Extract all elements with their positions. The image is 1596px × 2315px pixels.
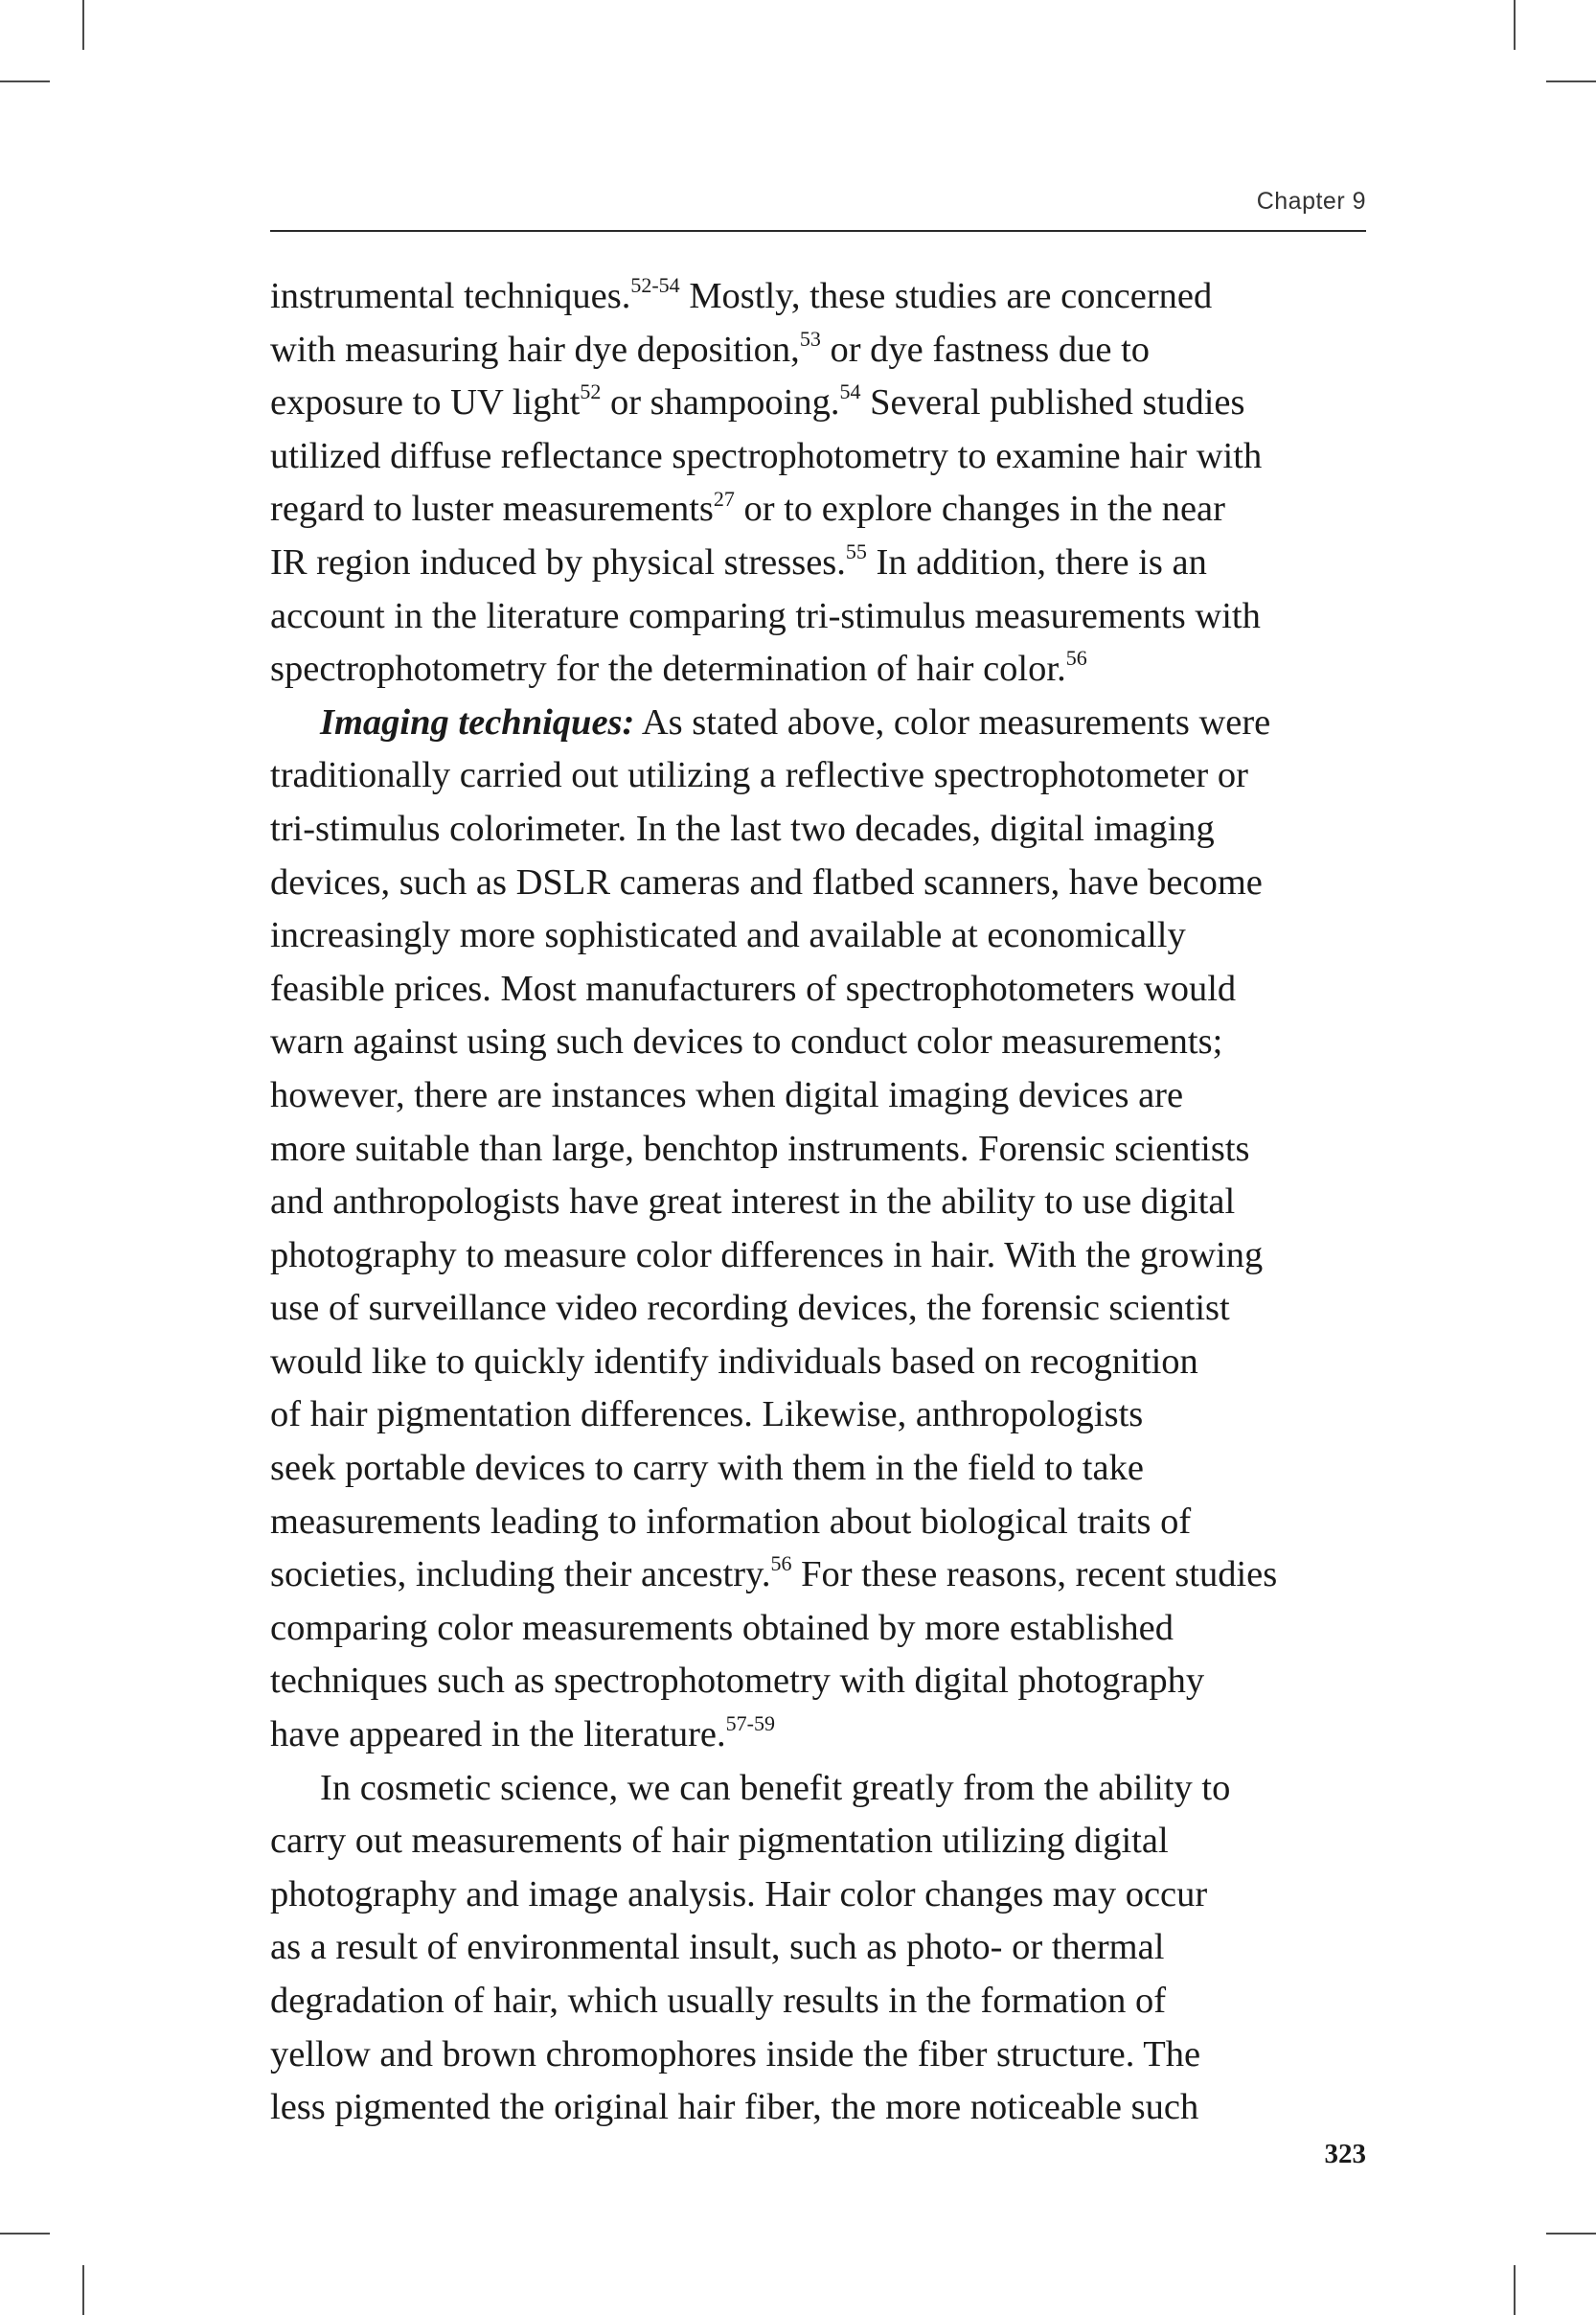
text-line bbox=[270, 1016, 1372, 1069]
text-segment: carry out measurements of hair pigmentation utilizing digital bbox=[270, 1821, 1169, 1862]
text-segment: photography to measure color differences in hair. With the growing bbox=[270, 1234, 1264, 1275]
crop-mark bbox=[1546, 2233, 1596, 2235]
text-segment: For these reasons, recent studies bbox=[791, 1554, 1278, 1595]
running-head bbox=[270, 188, 1366, 232]
text-line bbox=[270, 1229, 1372, 1283]
text-line bbox=[270, 697, 1372, 750]
text-line bbox=[270, 749, 1372, 803]
reference-superscript: 52-54 bbox=[630, 273, 680, 298]
text-segment: more suitable than large, benchtop instruments. Forensic scientists bbox=[270, 1128, 1250, 1169]
text-line bbox=[270, 590, 1372, 644]
text-line bbox=[270, 324, 1372, 378]
text-segment: and anthropologists have great interest in the ability to use digital bbox=[270, 1181, 1236, 1223]
text-line bbox=[270, 2081, 1372, 2135]
crop-mark bbox=[1514, 0, 1516, 50]
crop-mark bbox=[82, 2265, 84, 2315]
text-segment: account in the literature comparing tri-stimulus measurements with bbox=[270, 595, 1261, 636]
text-segment: as a result of environmental insult, such as photo- or thermal bbox=[270, 1927, 1165, 1968]
text-segment: traditionally carried out utilizing a reflective spectrophotometer or bbox=[270, 755, 1248, 796]
reference-superscript: 56 bbox=[1065, 646, 1087, 671]
text-segment: In cosmetic science, we can benefit greatly from the ability to bbox=[320, 1767, 1231, 1808]
text-segment: or shampooing. bbox=[601, 382, 840, 424]
text-line bbox=[270, 483, 1372, 537]
text-line bbox=[270, 1496, 1372, 1549]
text-segment: of hair pigmentation differences. Likewise, anthropologists bbox=[270, 1394, 1144, 1435]
crop-mark bbox=[0, 2233, 50, 2235]
text-segment: instrumental techniques. bbox=[270, 276, 631, 316]
text-segment: however, there are instances when digital imaging devices are bbox=[270, 1074, 1184, 1115]
text-line bbox=[270, 1123, 1372, 1177]
text-segment: increasingly more sophisticated and available at economically bbox=[270, 915, 1186, 956]
text-line bbox=[270, 1069, 1372, 1123]
text-segment: IR region induced by physical stresses. bbox=[270, 541, 846, 583]
text-line bbox=[270, 430, 1372, 484]
reference-superscript: 27 bbox=[713, 486, 735, 511]
text-segment: In addition, there is an bbox=[866, 541, 1207, 583]
body-text bbox=[270, 270, 1372, 2135]
text-line bbox=[270, 1762, 1372, 1816]
text-line bbox=[270, 1868, 1372, 1922]
crop-mark bbox=[0, 80, 50, 82]
text-line bbox=[270, 643, 1372, 697]
text-line bbox=[270, 377, 1372, 430]
text-segment: yellow and brown chromophores inside the fiber structure. The bbox=[270, 2033, 1201, 2074]
reference-superscript: 55 bbox=[845, 539, 867, 564]
reference-superscript: 53 bbox=[799, 326, 821, 351]
text-segment: Mostly, these studies are concerned bbox=[679, 276, 1213, 316]
text-segment: photography and image analysis. Hair color changes may occur bbox=[270, 1873, 1208, 1914]
text-segment: spectrophotometry for the determination of hair color. bbox=[270, 649, 1066, 690]
text-line bbox=[270, 963, 1372, 1017]
crop-mark bbox=[1546, 80, 1596, 82]
reference-superscript: 56 bbox=[770, 1551, 792, 1576]
text-line bbox=[270, 537, 1372, 590]
text-segment: Several published studies bbox=[860, 382, 1245, 424]
text-segment: regard to luster measurements bbox=[270, 489, 714, 530]
reference-superscript: 52 bbox=[580, 379, 602, 404]
chapter-label: Chapter 9 bbox=[1256, 188, 1366, 215]
crop-mark bbox=[82, 0, 84, 50]
text-line bbox=[270, 1975, 1372, 2028]
text-line bbox=[270, 1602, 1372, 1656]
text-segment: utilized diffuse reflectance spectrophotometry to examine hair with bbox=[270, 435, 1263, 476]
text-line bbox=[270, 1388, 1372, 1442]
text-segment: exposure to UV light bbox=[270, 382, 581, 424]
text-line bbox=[270, 270, 1372, 324]
text-line bbox=[270, 1921, 1372, 1975]
text-segment: techniques such as spectrophotometry with digital photography bbox=[270, 1661, 1205, 1702]
text-segment: would like to quickly identify individuals based on recognition bbox=[270, 1341, 1198, 1382]
text-segment: less pigmented the original hair fiber, the more noticeable such bbox=[270, 2087, 1199, 2128]
text-line bbox=[270, 1442, 1372, 1496]
text-line bbox=[270, 1655, 1372, 1708]
text-line bbox=[270, 909, 1372, 963]
text-segment: seek portable devices to carry with them in the field to take bbox=[270, 1448, 1144, 1489]
run-in-heading: Imaging techniques: bbox=[320, 701, 635, 743]
text-line bbox=[270, 803, 1372, 857]
text-segment: with measuring hair dye deposition, bbox=[270, 329, 800, 370]
reference-superscript: 54 bbox=[839, 379, 861, 404]
reference-superscript: 57-59 bbox=[725, 1711, 775, 1736]
text-segment: As stated above, color measurements were bbox=[634, 701, 1271, 743]
text-segment: devices, such as DSLR cameras and flatbed scanners, have become bbox=[270, 861, 1263, 903]
text-segment: feasible prices. Most manufacturers of spectrophotometers would bbox=[270, 968, 1237, 1009]
text-line bbox=[270, 1548, 1372, 1602]
text-segment: warn against using such devices to conduct color measurements; bbox=[270, 1021, 1223, 1063]
text-line bbox=[270, 1336, 1372, 1389]
text-segment: degradation of hair, which usually results in the formation of bbox=[270, 1981, 1167, 2021]
text-segment: comparing color measurements obtained by more established bbox=[270, 1607, 1174, 1648]
crop-mark bbox=[1514, 2265, 1516, 2315]
text-segment: use of surveillance video recording devices, the forensic scientist bbox=[270, 1288, 1230, 1329]
text-line bbox=[270, 2028, 1372, 2082]
text-segment: or dye fastness due to bbox=[820, 329, 1151, 370]
text-segment: societies, including their ancestry. bbox=[270, 1554, 771, 1595]
text-segment: have appeared in the literature. bbox=[270, 1714, 726, 1755]
text-line bbox=[270, 1176, 1372, 1229]
text-line bbox=[270, 857, 1372, 910]
text-segment: measurements leading to information about biological traits of bbox=[270, 1501, 1192, 1542]
text-segment: or to explore changes in the near bbox=[734, 489, 1225, 530]
page-number: 323 bbox=[1324, 2139, 1366, 2169]
text-line bbox=[270, 1815, 1372, 1868]
text-line bbox=[270, 1282, 1372, 1336]
text-segment: tri-stimulus colorimeter. In the last two decades, digital imaging bbox=[270, 808, 1215, 849]
text-line bbox=[270, 1708, 1372, 1762]
